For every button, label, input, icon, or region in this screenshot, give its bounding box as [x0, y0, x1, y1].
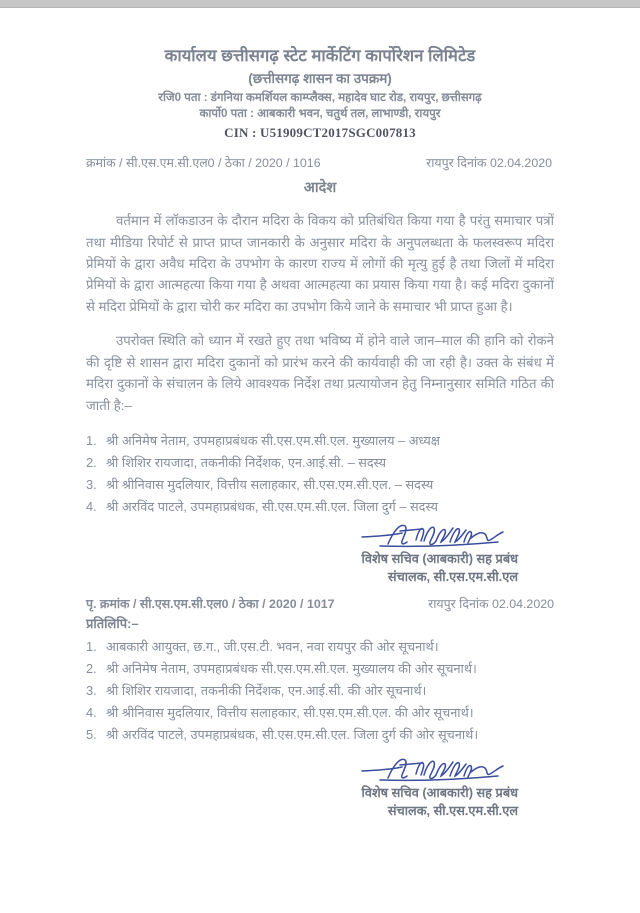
list-item-label: श्री शिशिर रायजादा, तकनीकी निर्देशक, एन.आई.सी. की ओर सूचनार्थ।	[106, 683, 427, 699]
list-item-label: श्री अरविंद पाटले, उपमहाप्रबंधक, सी.एस.एम.सी.एल. जिला दुर्ग – सदस्य	[106, 498, 438, 514]
reference-number: क्रमांक / सी.एस.एम.सी.एल0 / ठेका / 2020 / 1016	[86, 156, 321, 171]
list-item-label: आबकारी आयुक्त, छ.ग., जी.एस.टी. भवन, नवा रायपुर की ओर सूचनार्थ।	[106, 639, 439, 655]
list-item	[86, 496, 554, 518]
signatory-designation-line-1: विशेष सचिव (आबकारी) सह प्रबंध	[361, 550, 518, 566]
signature-mark	[86, 520, 510, 550]
list-item-index: 4.	[86, 498, 97, 514]
list-item	[86, 658, 554, 680]
registered-address: रजि0 पता : डंगनिया कमर्शियल काम्प्लैक्स, महादेव घाट रोड, रायपुर, छत्तीसगढ़	[158, 90, 482, 104]
list-item	[86, 702, 554, 724]
copy-to-list	[86, 636, 554, 746]
list-item-index: 4.	[86, 705, 97, 721]
copy-reference-row	[86, 595, 554, 612]
committee-list	[86, 430, 554, 518]
signatory-designation-line-1: विशेष सचिव (आबकारी) सह प्रबंध	[361, 785, 518, 801]
paragraph-1: वर्तमान में लॉकडाउन के दौरान मदिरा के विकय को प्रतिबंधित किया गया है परंतु समाचार पत्रों तथा मीडिया रिपोर्ट से प्राप्त प्राप्त जानकारी के अनुसार मदिरा के अनुपलब्धता के फलस्वरूप मदिरा प्रेमियों के द्वारा अवैध मदिरा के उपभोग के कारण राज्य में लोगों की मृत्यु हुई है तथा जिलों में मदिरा प्रेमियों के द्वारा आत्महत्या किया गया है अथवा आत्महत्या का प्रयास किया गया है। कई मदिरा दुकानों से मदिरा प्रेमियों के द्वारा चोरी कर मदिरा का उपभोग किये जाने के समाचार भी प्राप्त हुआ है।	[86, 213, 554, 314]
list-item-label: श्री श्रीनिवास मुदलियार, वित्तीय सलाहकार, सी.एस.एम.सी.एल. – सदस्य	[106, 476, 434, 492]
corporate-office-address: कार्पो0 पता : आबकारी भवन, चतुर्थ तल, लाभाण्डी, रायपुर	[199, 106, 441, 120]
list-item	[86, 636, 554, 658]
paragraph-2: उपरोक्त स्थिति को ध्यान में रखते हुए तथा भविष्य में होने वाले जान–माल की हानि को रोकने की दृष्टि से शासन द्वारा मदिरा दुकानों को प्रारंभ करने की कार्यवाही की जा रही है। उक्त के संबंध में मदिरा दुकानों के संचालन के लिये आवश्यक निर्देश तथा प्रत्यायोजन हेतु निम्नानुसार समिति गठित की जाती है:–	[86, 333, 554, 413]
copy-reference-place-date: रायपुर दिनांक 02.04.2020	[428, 597, 554, 612]
undertaking-line: (छत्तीसगढ़ शासन का उपक्रम)	[248, 70, 392, 86]
list-item	[86, 430, 554, 452]
signature-mark	[86, 754, 510, 784]
cin-number: CIN : U51909CT2017SGC007813	[224, 125, 416, 141]
list-item-index: 1.	[86, 639, 97, 655]
list-item	[86, 474, 554, 496]
list-item	[86, 680, 554, 702]
signatory-designation-line-2: संचालक, सी.एस.एम.सी.एल	[387, 569, 518, 585]
document-page	[0, 8, 640, 913]
organization-name: कार्यालय छत्तीसगढ़ स्टेट मार्केटिंग कार्पोरेशन लिमिटेड	[164, 47, 476, 65]
reference-place-date: रायपुर दिनांक 02.04.2020	[426, 156, 552, 171]
list-item-index: 3.	[86, 683, 97, 699]
list-item-label: श्री अनिमेष नेताम, उपमहाप्रबंधक सी.एस.एम.सी.एल. मुख्यालय की ओर सूचनार्थ।	[106, 661, 477, 677]
top-gray-bar	[0, 0, 640, 8]
copy-to-label: प्रतिलिपि:–	[86, 616, 139, 632]
letterhead	[86, 46, 554, 141]
list-item-label: श्री श्रीनिवास मुदलियार, वित्तीय सलाहकार, सी.एस.एम.सी.एल. की ओर सूचनार्थ।	[106, 705, 474, 721]
reference-row	[86, 154, 554, 171]
list-item	[86, 724, 554, 746]
signature-block-secondary	[86, 754, 554, 820]
copy-reference-number: पृ. क्रमांक / सी.एस.एम.सी.एल0 / ठेका / 2020 / 1017	[86, 597, 335, 612]
list-item-index: 3.	[86, 476, 97, 492]
list-item-label: श्री शिशिर रायजादा, तकनीकी निर्देशक, एन.आई.सी. – सदस्य	[106, 454, 387, 470]
signature-block-primary	[86, 520, 554, 586]
list-item-label: श्री अरविंद पाटले, उपमहाप्रबंधक, सी.एस.एम.सी.एल. जिला दुर्ग की ओर सूचनार्थ।	[106, 727, 479, 743]
list-item	[86, 452, 554, 474]
list-item-index: 1.	[86, 432, 97, 448]
list-item-index: 2.	[86, 454, 97, 470]
order-title: आदेश	[303, 180, 337, 197]
list-item-label: श्री अनिमेष नेताम, उपमहाप्रबंधक सी.एस.एम.सी.एल. मुख्यालय – अध्यक्ष	[106, 432, 440, 448]
list-item-index: 5.	[86, 727, 97, 743]
signatory-designation-line-2: संचालक, सी.एस.एम.सी.एल	[387, 803, 518, 819]
list-item-index: 2.	[86, 661, 97, 677]
